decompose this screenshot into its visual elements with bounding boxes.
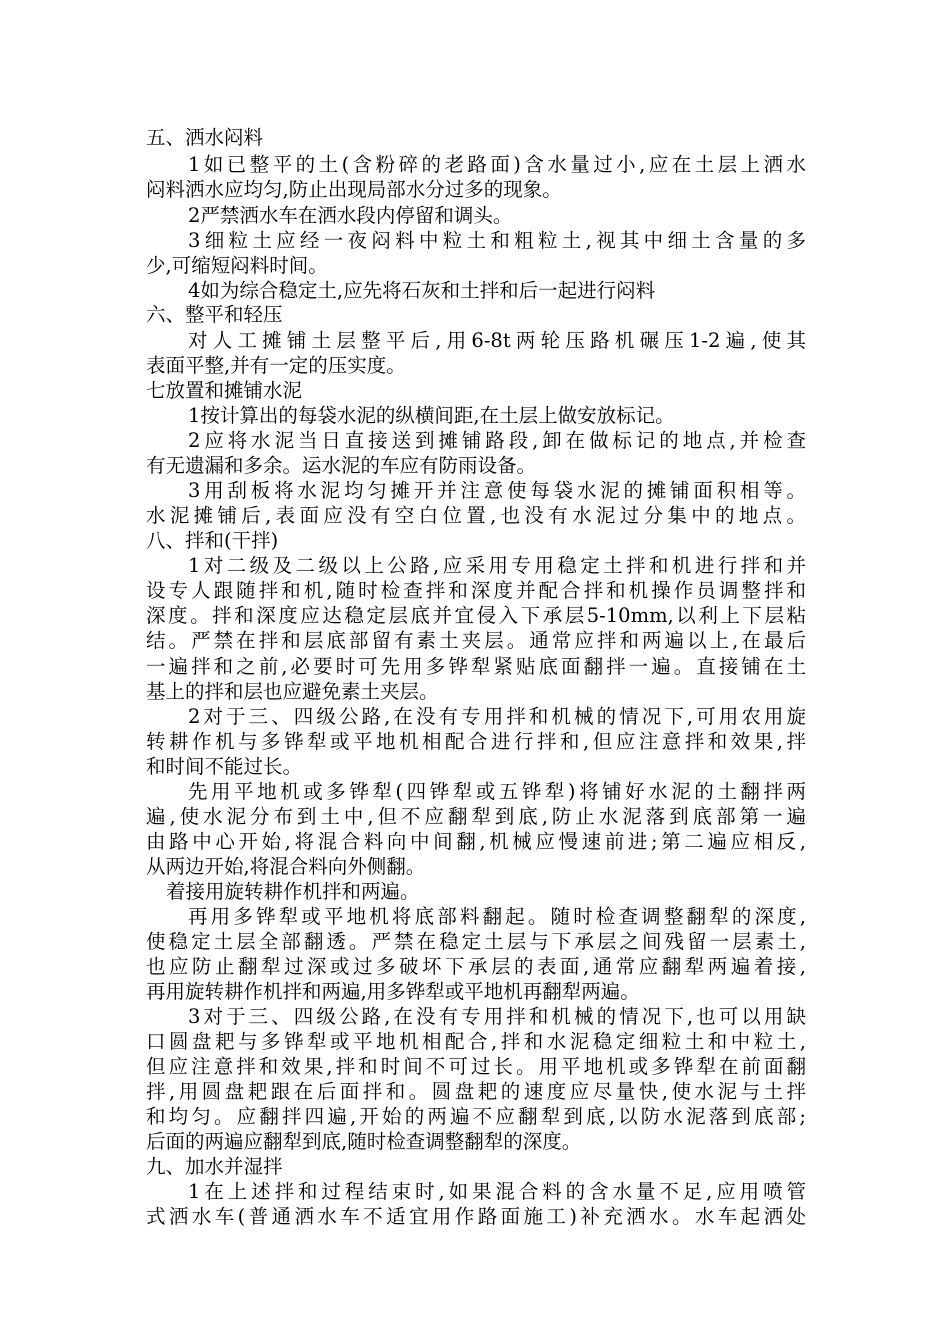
- paragraph-line: 闷料洒水应均匀,防止出现局部水分过多的现象。: [146, 178, 562, 201]
- paragraph-line: 2应将水泥当日直接送到摊铺路段,卸在做标记的地点,并检查: [188, 429, 806, 452]
- section-heading-5: 五、洒水闷料: [146, 126, 264, 149]
- paragraph-line: 先用平地机或多铧犁(四铧犁或五铧犁)将铺好水泥的土翻拌两: [188, 780, 806, 803]
- paragraph-line: 1在上述拌和过程结束时,如果混合料的含水量不足,应用喷管: [188, 1180, 806, 1203]
- paragraph-line: 结。严禁在拌和层底部留有素土夹层。通常应拌和两遍以上,在最后: [146, 629, 806, 652]
- paragraph-line: 着接用旋转耕作机拌和两遍。: [166, 880, 420, 903]
- section-heading-7: 七放置和摊铺水泥: [146, 379, 303, 402]
- section-heading-6: 六、整平和轻压: [146, 303, 283, 326]
- paragraph-line: 和时间不能过长。: [146, 755, 303, 778]
- section-heading-9: 九、加水并湿拌: [146, 1155, 283, 1178]
- paragraph-line: 再用旋转耕作机拌和两遍,用多铧犁或平地机再翻犁两遍。: [146, 980, 640, 1003]
- paragraph-line: 转耕作机与多铧犁或平地机相配合进行拌和,但应注意拌和效果,拌: [146, 730, 806, 753]
- section-heading-8: 八、拌和(干拌): [146, 529, 279, 552]
- paragraph-line: 和均匀。应翻拌四遍,开始的两遍不应翻犁到底,以防水泥落到底部;: [146, 1105, 806, 1128]
- paragraph-line: 再用多铧犁或平地机将底部料翻起。随时检查调整翻犁的深度,: [188, 905, 806, 928]
- paragraph-line: 3用刮板将水泥均匀摊开并注意使每袋水泥的摊铺面积相等。: [188, 479, 806, 502]
- paragraph-line: 3细粒土应经一夜闷料中粒土和粗粒土,视其中细土含量的多: [188, 229, 806, 252]
- paragraph-line: 3对于三、四级公路,在没有专用拌和机械的情况下,也可以用缺: [188, 1005, 806, 1028]
- paragraph-line: 1如已整平的土(含粉碎的老路面)含水量过小,应在土层上洒水: [188, 153, 806, 176]
- paragraph-line: 少,可缩短闷料时间。: [146, 254, 328, 277]
- paragraph-line: 由路中心开始,将混合料向中间翻,机械应慢速前进;第二遍应相反,: [146, 830, 806, 853]
- paragraph-line: 基上的拌和层也应避免素土夹层。: [146, 680, 439, 703]
- paragraph-line: 从两边开始,将混合料向外侧翻。: [146, 855, 426, 878]
- paragraph-line: 也应防止翻犁过深或过多破坏下承层的表面,通常应翻犁两遍着接,: [146, 955, 806, 978]
- paragraph-line: 拌,用圆盘耙跟在后面拌和。圆盘耙的速度应尽量快,使水泥与土拌: [146, 1080, 806, 1103]
- paragraph-line: 遍,使水泥分布到土中,但不应翻犁到底,防止水泥落到底部第一遍: [146, 805, 806, 828]
- paragraph-line: 设专人跟随拌和机,随时检查拌和深度并配合拌和机操作员调整拌和: [146, 579, 806, 602]
- paragraph-line: 口圆盘耙与多铧犁或平地机相配合,拌和水泥稳定细粒土和中粒土,: [146, 1030, 806, 1053]
- paragraph-line: 一遍拌和之前,必要时可先用多铧犁紧贴底面翻拌一遍。直接铺在土: [146, 655, 806, 678]
- paragraph-line: 4如为综合稳定土,应先将石灰和土拌和后一起进行闷料: [188, 279, 656, 302]
- paragraph-line: 1对二级及二级以上公路,应采用专用稳定土拌和机进行拌和并: [188, 554, 806, 577]
- paragraph-line: 使稳定土层全部翻透。严禁在稳定土层与下承层之间残留一层素土,: [146, 930, 806, 953]
- paragraph-line: 1按计算出的每袋水泥的纵横间距,在土层上做安放标记。: [188, 404, 675, 427]
- paragraph-line: 但应注意拌和效果,拌和时间不可过长。用平地机或多铧犁在前面翻: [146, 1055, 806, 1078]
- paragraph-line: 深度。拌和深度应达稳定层底并宜侵入下承层5-10mm,以利上下层粘: [146, 604, 806, 627]
- paragraph-line: 式洒水车(普通洒水车不适宜用作路面施工)补充洒水。水车起洒处: [146, 1205, 806, 1228]
- paragraph-line: 水泥摊铺后,表面应没有空白位置,也没有水泥过分集中的地点。: [146, 504, 806, 527]
- paragraph-line: 2对于三、四级公路,在没有专用拌和机械的情况下,可用农用旋: [188, 705, 806, 728]
- paragraph-line: 有无遗漏和多余。运水泥的车应有防雨设备。: [146, 454, 537, 477]
- paragraph-line: 对人工摊铺土层整平后,用6-8t两轮压路机碾压1-2遍,使其: [188, 329, 806, 352]
- paragraph-line: 表面平整,并有一定的压实度。: [146, 354, 406, 377]
- paragraph-line: 2严禁洒水车在洒水段内停留和调头。: [188, 204, 513, 227]
- paragraph-line: 后面的两遍应翻犁到底,随时检查调整翻犁的深度。: [146, 1130, 582, 1153]
